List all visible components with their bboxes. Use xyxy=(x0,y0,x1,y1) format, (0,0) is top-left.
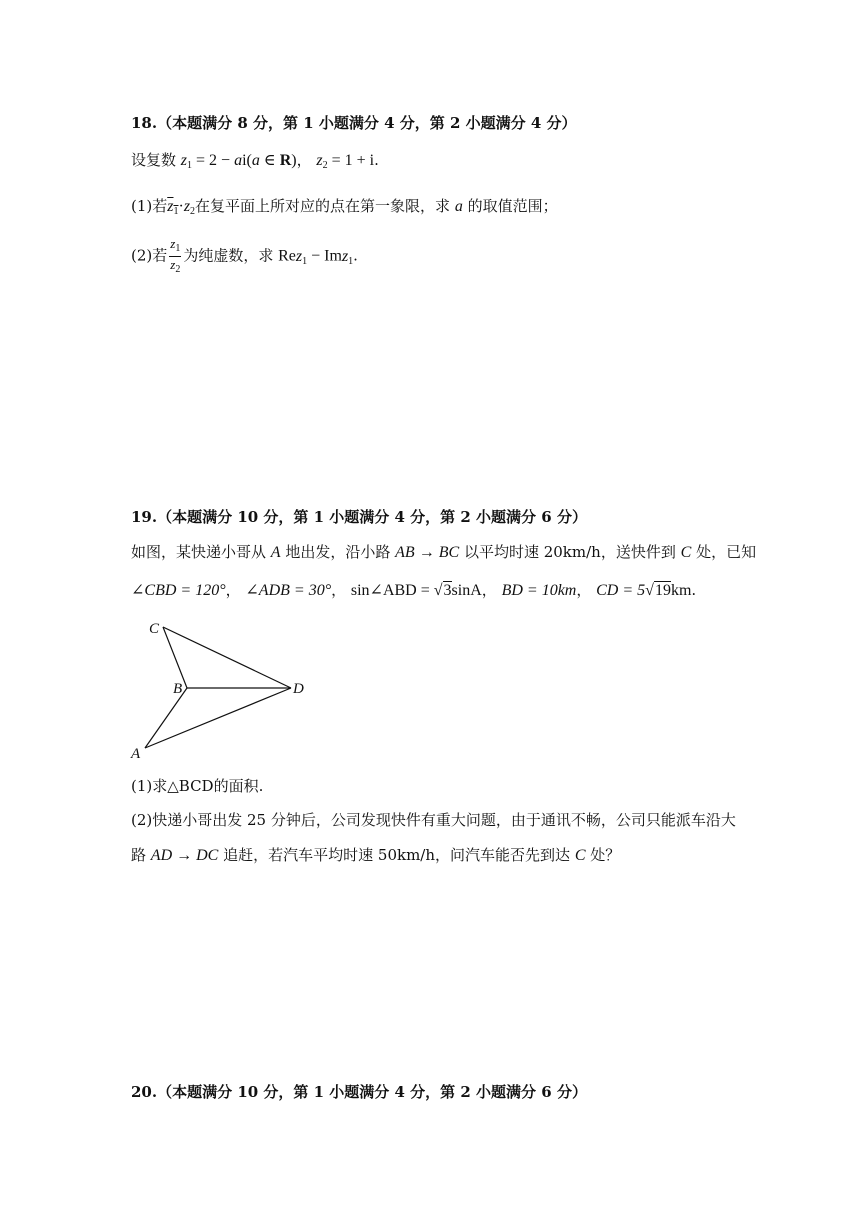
q19-part2-line2: 路 AD → DC 追赶，若汽车平均时速 50km/h，问汽车能否先到达 C 处？ xyxy=(131,846,621,864)
q19-stem-line1: 如图，某快递小哥从 A 地出发，沿小路 AB → BC 以平均时速 20km/h，送快件到 C 处，已知 xyxy=(131,543,757,561)
segment-CD xyxy=(163,627,291,688)
q18-part1: (1)若$z_1\cdot z_2$在复平面上所对应的点在第一象限，求 a 的取值范围； xyxy=(131,197,558,217)
q19-part1: (1)求△BCD的面积. xyxy=(131,777,264,795)
q19-part2-line1: (2)快递小哥出发 25 分钟后，公司发现快件有重大问题，由于通讯不畅，公司只能派车沿大 xyxy=(131,811,736,829)
q19-header: 19.（本题满分 10 分，第 1 小题满分 4 分，第 2 小题满分 6 分） xyxy=(131,508,587,526)
q18-part2: (2)若 $\frac{z_1}{z_2}$ 为纯虚数，求 Rez$_1$ − Imz$_1$. xyxy=(131,236,358,275)
segment-AD xyxy=(145,688,291,748)
q18-header: 18.（本题满分 8 分，第 1 小题满分 4 分，第 2 小题满分 4 分） xyxy=(131,114,577,132)
fraction-z1-over-z2: $\frac{z_1}{z_2}$ xyxy=(170,236,181,275)
point-label-B: B xyxy=(173,681,183,697)
point-label-D: D xyxy=(293,681,304,697)
q19-conditions: ∠CBD = 120°， ∠ADB = 30°， sin∠ABD = √3sinA， BD = 10km， CD = 5√19km. xyxy=(131,581,697,599)
triangle-figure xyxy=(125,615,325,765)
point-label-A: A xyxy=(131,746,141,762)
q18-stem: 设复数 $z_1 = 2 - ai(a$ ∈ R)， $z_2 = 1 + i$. xyxy=(131,151,379,171)
point-label-C: C xyxy=(149,621,160,637)
q20-header: 20.（本题满分 10 分，第 1 小题满分 4 分，第 2 小题满分 6 分） xyxy=(131,1083,587,1101)
